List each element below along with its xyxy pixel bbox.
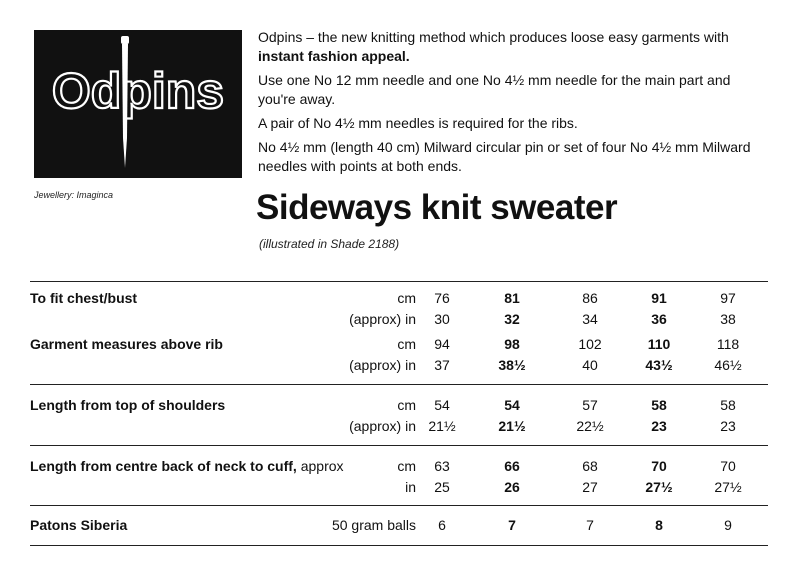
size-value: 9 bbox=[724, 517, 732, 533]
intro-paragraph-1: Odpins – the new knitting method which produces loose easy garments with instant fashion appeal. bbox=[258, 29, 729, 64]
table-rule bbox=[30, 505, 768, 506]
table-rule bbox=[30, 384, 768, 385]
size-value: 102 bbox=[578, 336, 602, 352]
unit-label: cm bbox=[397, 397, 416, 413]
photo-credit: Jewellery: Imaginca bbox=[34, 190, 114, 200]
row-label: To fit chest/bust bbox=[30, 290, 138, 306]
size-value: 30 bbox=[434, 311, 450, 327]
size-value: 21½ bbox=[498, 418, 526, 434]
size-value: 94 bbox=[434, 336, 450, 352]
size-value: 23 bbox=[720, 418, 736, 434]
size-value: 86 bbox=[582, 290, 598, 306]
table-rule bbox=[30, 281, 768, 282]
intro-text bbox=[258, 28, 758, 181]
size-value: 118 bbox=[716, 336, 740, 352]
row-label: Length from centre back of neck to cuff, approx bbox=[30, 458, 344, 474]
size-value: 54 bbox=[434, 397, 450, 413]
logo-text: Odpins bbox=[51, 63, 225, 119]
size-value: 38 bbox=[720, 311, 736, 327]
size-value: 25 bbox=[434, 479, 450, 495]
size-value: 54 bbox=[504, 397, 520, 413]
unit-label: (approx) in bbox=[349, 357, 416, 373]
size-value: 68 bbox=[582, 458, 598, 474]
size-value: 110 bbox=[647, 336, 671, 352]
size-value: 70 bbox=[651, 458, 667, 474]
size-value: 34 bbox=[582, 311, 598, 327]
size-value: 63 bbox=[434, 458, 450, 474]
size-value: 91 bbox=[651, 290, 667, 306]
size-value: 58 bbox=[651, 397, 667, 413]
intro-paragraph-3: A pair of No 4½ mm needles is required for the ribs. bbox=[258, 115, 578, 131]
size-value: 27½ bbox=[645, 479, 673, 495]
size-value: 21½ bbox=[428, 418, 456, 434]
size-value: 57 bbox=[582, 397, 598, 413]
unit-label: (approx) in bbox=[349, 311, 416, 327]
size-value: 26 bbox=[504, 479, 520, 495]
size-value: 70 bbox=[720, 458, 736, 474]
odpins-logo bbox=[34, 30, 242, 178]
size-value: 46½ bbox=[714, 357, 742, 373]
unit-label: cm bbox=[397, 458, 416, 474]
unit-label: 50 gram balls bbox=[331, 517, 416, 533]
row-label: Patons Siberia bbox=[30, 517, 128, 533]
size-value: 27 bbox=[582, 479, 598, 495]
page-subtitle: (illustrated in Shade 2188) bbox=[259, 237, 400, 251]
table-rule bbox=[30, 545, 768, 546]
odpins-logo-art bbox=[34, 30, 242, 178]
table-rule bbox=[30, 445, 768, 446]
size-value: 23 bbox=[651, 418, 667, 434]
size-value: 27½ bbox=[714, 479, 742, 495]
size-value: 81 bbox=[504, 290, 520, 306]
size-value: 98 bbox=[504, 336, 520, 352]
size-value: 22½ bbox=[576, 418, 604, 434]
size-value: 97 bbox=[720, 290, 736, 306]
row-label: Length from top of shoulders bbox=[30, 397, 226, 413]
size-value: 6 bbox=[438, 517, 446, 533]
size-value: 43½ bbox=[645, 357, 673, 373]
page-title: Sideways knit sweater bbox=[256, 188, 618, 227]
size-value: 66 bbox=[504, 458, 520, 474]
intro-highlight: instant fashion appeal. bbox=[258, 48, 410, 64]
intro-paragraph-4: No 4½ mm (length 40 cm) Milward circular pin or set of four No 4½ mm Milward needles with points at both ends. bbox=[258, 139, 751, 174]
unit-label: in bbox=[405, 479, 416, 495]
size-value: 38½ bbox=[498, 357, 526, 373]
size-value: 7 bbox=[508, 517, 516, 533]
size-value: 36 bbox=[651, 311, 667, 327]
size-value: 76 bbox=[434, 290, 450, 306]
size-value: 37 bbox=[434, 357, 450, 373]
size-value: 40 bbox=[582, 357, 598, 373]
unit-label: cm bbox=[397, 290, 416, 306]
row-label-suffix: approx bbox=[296, 458, 344, 474]
size-value: 32 bbox=[504, 311, 520, 327]
size-value: 8 bbox=[655, 517, 663, 533]
row-label: Garment measures above rib bbox=[30, 336, 223, 352]
unit-label: (approx) in bbox=[349, 418, 416, 434]
unit-label: cm bbox=[397, 336, 416, 352]
intro-paragraph-2: Use one No 12 mm needle and one No 4½ mm needle for the main part and you're away. bbox=[258, 72, 731, 107]
size-value: 58 bbox=[720, 397, 736, 413]
size-value: 7 bbox=[586, 517, 594, 533]
